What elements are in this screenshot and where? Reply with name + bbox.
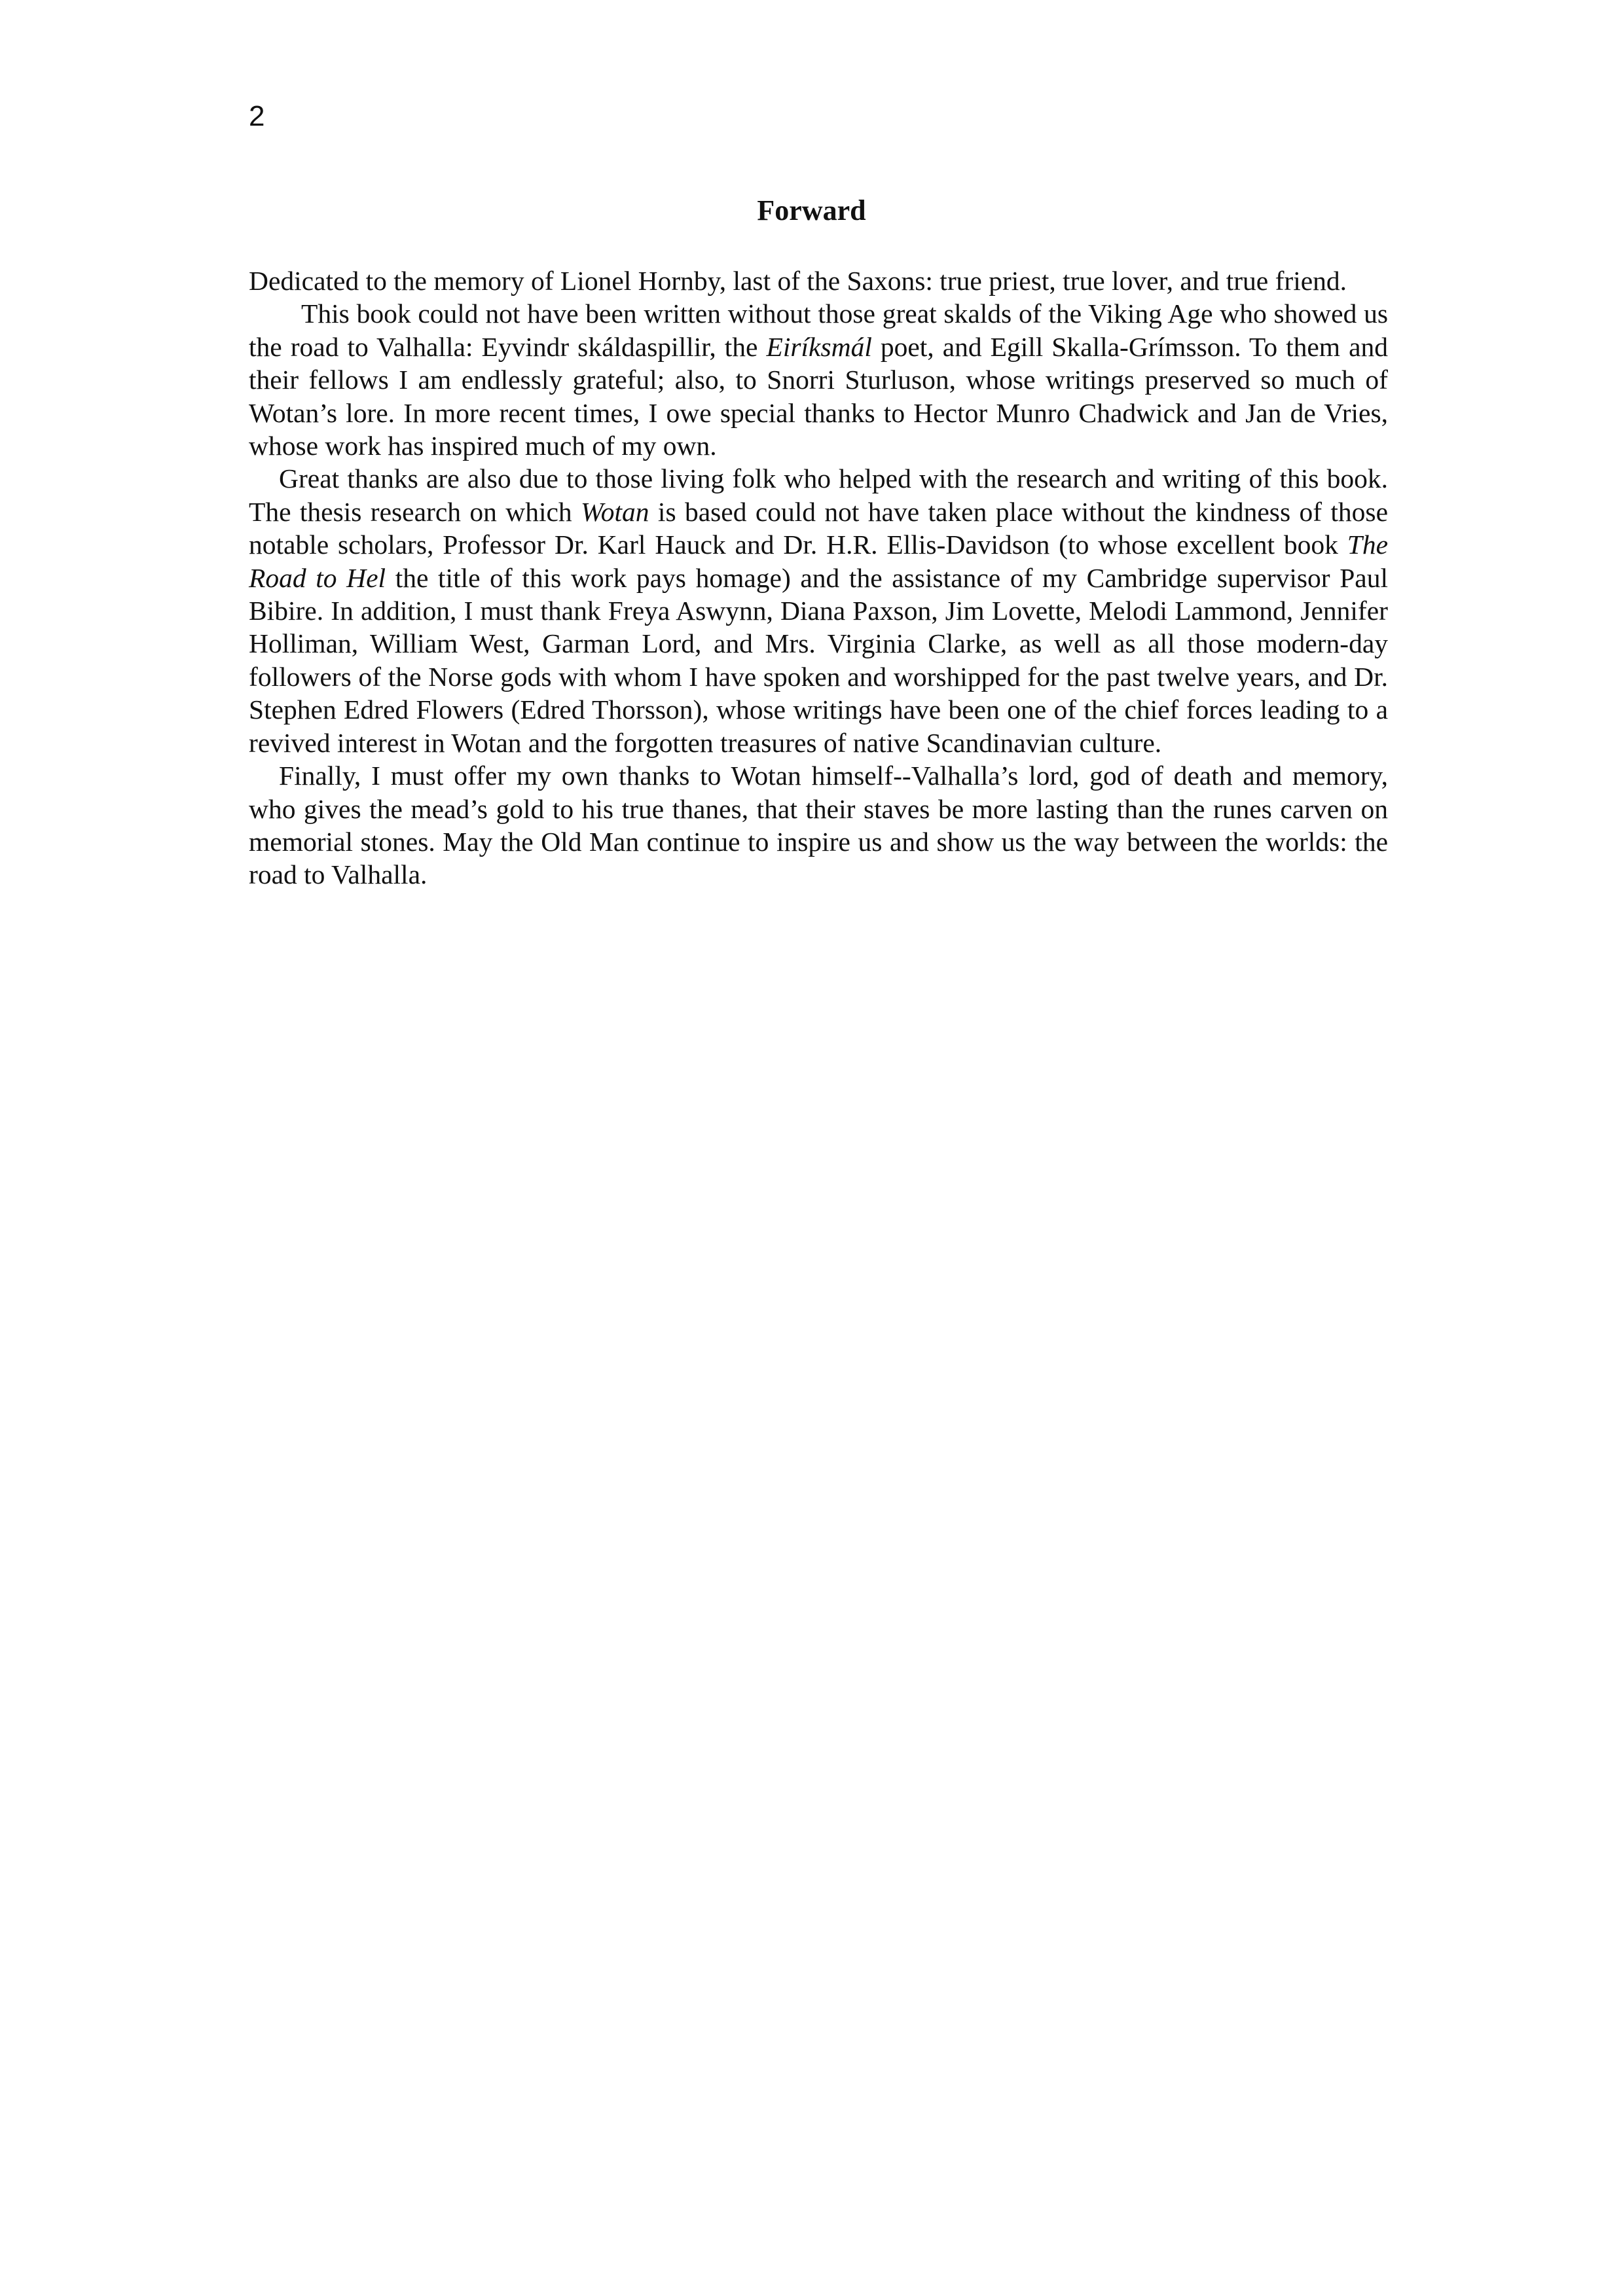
dedication-paragraph: Dedicated to the memory of Lionel Hornby, last of the Saxons: true priest, true lover, and true friend.: [249, 266, 1347, 296]
text-run: poet, and Egill Skalla-Grímsson. To them and their fellows I am endlessly grateful; also, to Snorri Sturluson, whose writings preserved so much of Wotan’s lore. In more recent times, I owe special thanks to Hector Munro Chadwick and Jan de Vries, whose work has inspired much of my own.: [249, 331, 1388, 461]
text-run: is based could not have taken place without the kindness of those notable scholars, Professor Dr. Karl Hauck and Dr. H.R. Ellis-Davidson (to whose excellent book: [249, 496, 1388, 560]
italic-title-eiriksmal: Eiríksmál: [766, 331, 872, 362]
acknowledgement-paragraph-scholars: [249, 462, 1388, 759]
italic-title-road-to-hel: The Road to Hel: [249, 529, 1388, 593]
body-text: [249, 264, 1388, 891]
text-run: the title of this work pays homage) and the assistance of my Cambridge supervisor Paul Bibire. In addition, I must thank Freya Aswynn, Diana Paxson, Jim Lovette, Melodi Lammond, Jennifer Holliman, William West, Garman Lord, and Mrs. Virginia Clarke, as well as all those modern-day followers of the Norse gods with whom I have spoken and worshipped for the past twelve years, and Dr. Stephen Edred Flowers (Edred Thorsson), whose writings have been one of the chief forces leading to a revived interest in Wotan and the forgotten treasures of native Scandinavian culture.: [249, 562, 1388, 758]
italic-title-wotan: Wotan: [581, 496, 649, 527]
acknowledgement-paragraph-wotan: Finally, I must offer my own thanks to Wotan himself--Valhalla’s lord, god of death and memory, who gives the mead’s gold to his true thanes, that their staves be more lasting than the runes carven on memorial stones. May the Old Man continue to inspire us and show us the way between the worlds: the road to Valhalla.: [249, 761, 1388, 890]
text-run: This book could not have been written without those great skalds of the Viking Age who showed us the road to Valhalla: Eyvindr skáldaspillir, the: [249, 298, 1388, 362]
text-run: Great thanks are also due to those living folk who helped with the research and writing of this book. The thesis research on which: [249, 463, 1388, 527]
page-number: 2: [249, 100, 265, 132]
section-title: Forward: [757, 194, 866, 226]
acknowledgement-paragraph-skalds: [249, 297, 1388, 462]
